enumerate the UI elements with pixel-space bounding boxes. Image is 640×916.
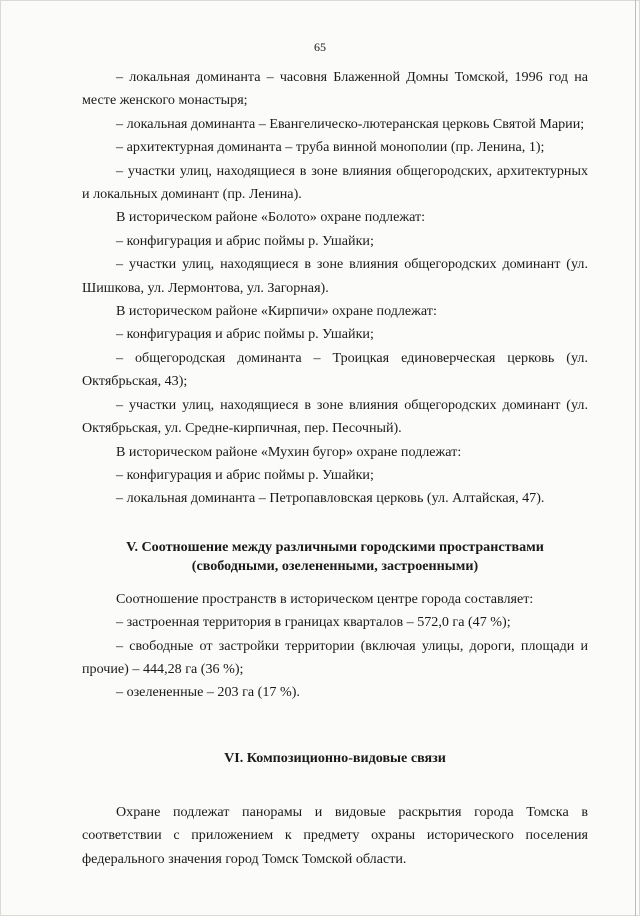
page-number: 65 — [314, 40, 326, 54]
list-item: – озелененные – 203 га (17 %). — [116, 684, 300, 701]
paragraph: Охране подлежат панорамы и видовые раскрытия города Томска в соответствии с приложением к предмету охраны исторического поселения федерального значения город Томск Томской области. — [82, 803, 588, 867]
paragraph: В историческом районе «Мухин бугор» охране подлежат: — [116, 443, 462, 460]
paragraph: В историческом районе «Кирпичи» охране подлежат: — [116, 303, 437, 320]
list-item: – конфигурация и абрис поймы р. Ушайки; — [116, 326, 374, 343]
scan-edge — [635, 0, 636, 916]
list-item: – застроенная территория в границах кварталов – 572,0 га (47 %); — [116, 614, 511, 631]
section-heading-5 — [82, 538, 588, 576]
section-heading-line: (свободными, озелененными, застроенными) — [191, 557, 479, 574]
list-item: – локальная доминанта – Евангелическо-лютеранская церковь Святой Марии; — [116, 115, 585, 132]
section-heading-line: V. Соотношение между различными городскими пространствами — [126, 538, 544, 555]
list-item: – архитектурная доминанта – труба винной монополии (пр. Ленина, 1); — [116, 139, 545, 156]
list-item: – участки улиц, находящиеся в зоне влияния общегородских доминант (ул. Шишкова, ул. Лермонтова, ул. Загорная). — [82, 256, 588, 296]
list-item: – локальная доминанта – часовня Блаженной Домны Томской, 1996 год на месте женского монастыря; — [82, 69, 588, 109]
list-item: – локальная доминанта – Петропавловская церковь (ул. Алтайская, 47). — [116, 490, 545, 507]
section-heading-6: VI. Композиционно-видовые связи — [224, 749, 446, 766]
list-item: – конфигурация и абрис поймы р. Ушайки; — [116, 466, 374, 483]
list-item: – конфигурация и абрис поймы р. Ушайки; — [116, 232, 374, 249]
page-content — [82, 66, 588, 871]
list-item: – свободные от застройки территории (включая улицы, дороги, площади и прочие) – 444,28 га (36 %); — [82, 637, 588, 677]
paragraph: Соотношение пространств в историческом центре города составляет: — [116, 590, 534, 607]
list-item: – участки улиц, находящиеся в зоне влияния общегородских, архитектурных и локальных доминант (пр. Ленина). — [82, 162, 588, 203]
paragraph: В историческом районе «Болото» охране подлежат: — [116, 209, 426, 226]
list-item: – общегородская доминанта – Троицкая единоверческая церковь (ул. Октябрьская, 43); — [82, 349, 588, 390]
list-item: – участки улиц, находящиеся в зоне влияния общегородских доминант (ул. Октябрьская, ул. Средне-кирпичная, пер. Песочный). — [82, 396, 588, 437]
